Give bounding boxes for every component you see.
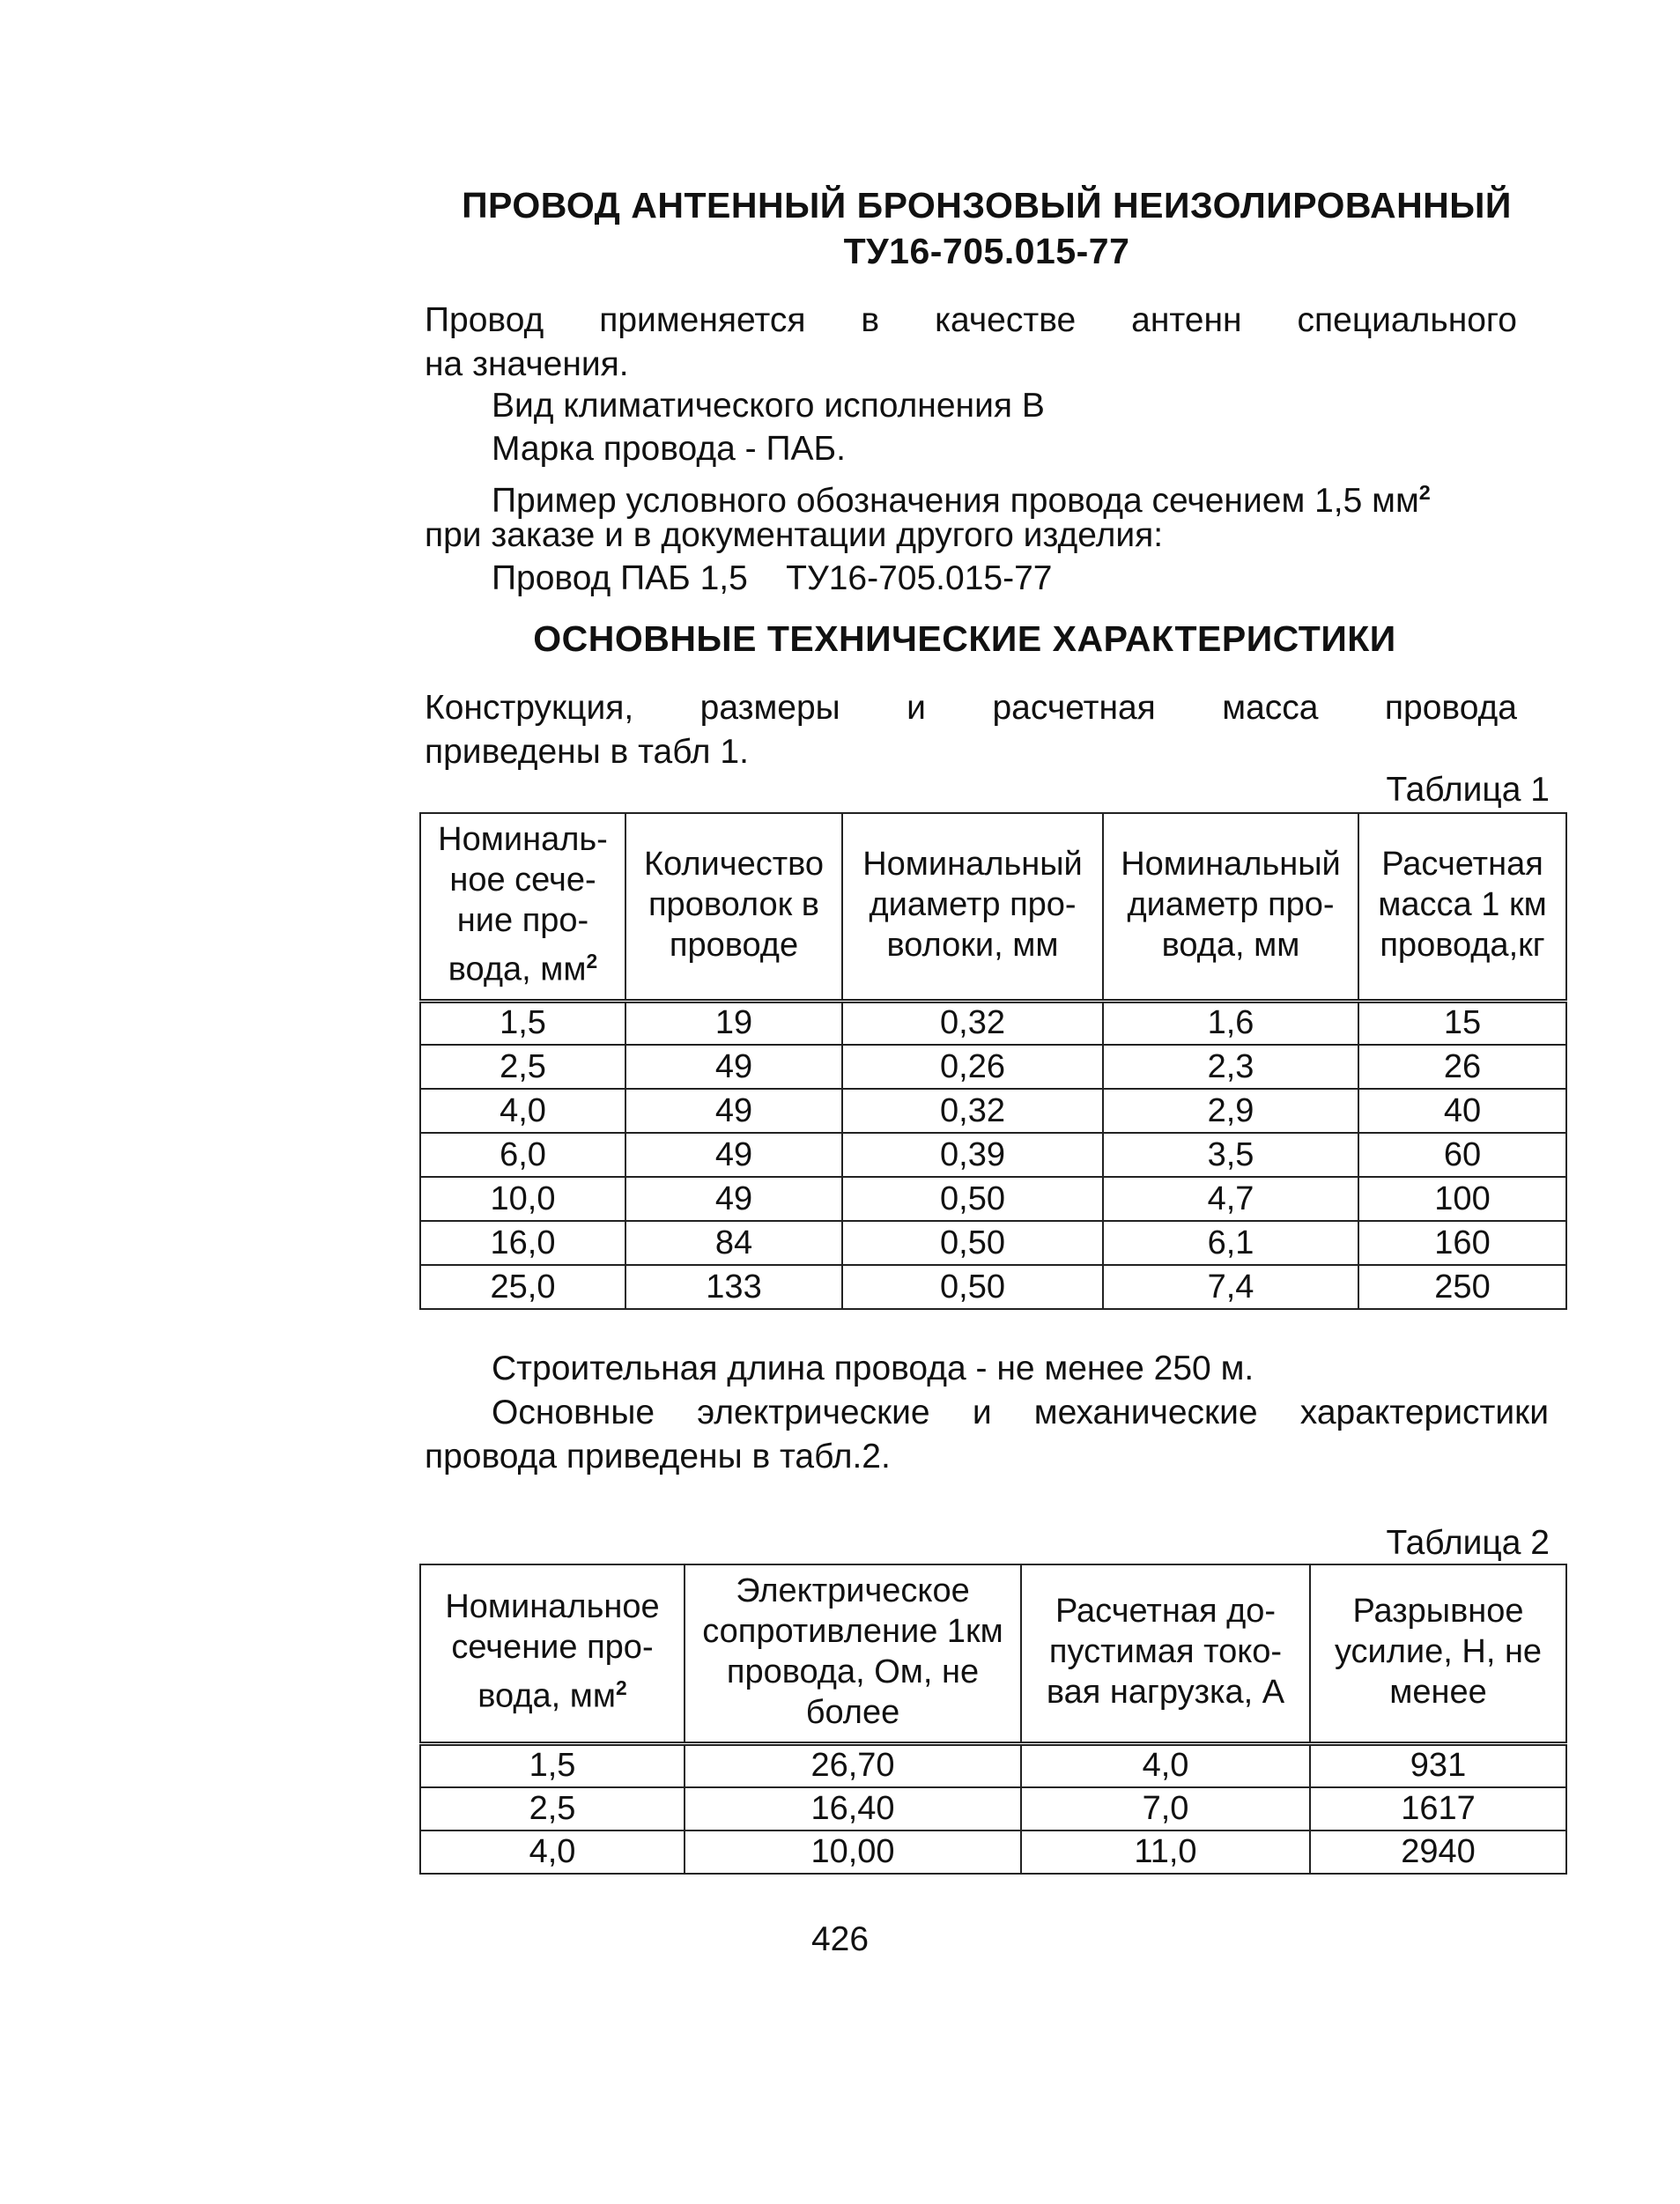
table-1-cell: 4,0 <box>420 1089 625 1133</box>
table-1-row <box>420 1089 1566 1133</box>
table-1-cell: 40 <box>1358 1089 1566 1133</box>
table-1-cell: 0,26 <box>842 1045 1103 1089</box>
table-1-header-strand-diameter: Номинальный диаметр про-волоки, мм <box>842 813 1103 1001</box>
table-1-cell: 0,50 <box>842 1265 1103 1309</box>
table-2-cell: 26,70 <box>685 1744 1021 1787</box>
table-1-cell: 2,9 <box>1103 1089 1358 1133</box>
table-2-cell: 2,5 <box>420 1787 685 1831</box>
table-1-row <box>420 1133 1566 1177</box>
table-2 <box>419 1564 1567 1875</box>
table-1-row <box>420 1177 1566 1221</box>
table-1-header-wire-diameter: Номинальный диаметр про-вода, мм <box>1103 813 1358 1001</box>
after-table-1-paragraph-2-line-2: провода приведены в табл.2. <box>425 1438 891 1475</box>
intro-paragraph-2: Вид климатического исполнения В <box>492 387 1045 425</box>
table-1-cell: 0,50 <box>842 1177 1103 1221</box>
table-2-cell: 10,00 <box>685 1831 1021 1874</box>
after-table-1-paragraph-2-line-1: Основные электрические и механические характеристики <box>492 1394 1549 1431</box>
table-1-cell: 49 <box>625 1089 842 1133</box>
table-1-cell: 3,5 <box>1103 1133 1358 1177</box>
table-1-row <box>420 1221 1566 1265</box>
table-1-cell: 60 <box>1358 1133 1566 1177</box>
table-1-header-mass: Расчетная масса 1 км провода,кг <box>1358 813 1566 1001</box>
table-2-header-breaking-force: Разрывное усилие, Н, не менее <box>1310 1564 1566 1744</box>
table-1-cell: 16,0 <box>420 1221 625 1265</box>
table-1-cell: 25,0 <box>420 1265 625 1309</box>
document-title: ПРОВОД АНТЕННЫЙ БРОНЗОВЫЙ НЕИЗОЛИРОВАННЫЙ <box>462 185 1512 226</box>
table-1-cell: 6,1 <box>1103 1221 1358 1265</box>
table-1-cell: 2,5 <box>420 1045 625 1089</box>
page-number: 426 <box>810 1920 870 1958</box>
table-1-cell: 19 <box>625 1001 842 1045</box>
intro-paragraph-1-line-1: Провод применяется в качестве антенн специального <box>425 301 1517 339</box>
after-table-1-paragraph-1: Строительная длина провода - не менее 250 м. <box>492 1350 1254 1387</box>
table-2-cell: 16,40 <box>685 1787 1021 1831</box>
table-1-cell: 26 <box>1358 1045 1566 1089</box>
table-1-cell: 1,6 <box>1103 1001 1358 1045</box>
intro-paragraph-4-line-2: при заказе и в документации другого изделия: <box>425 516 1164 554</box>
intro-paragraph-5: Провод ПАБ 1,5 ТУ16-705.015-77 <box>492 559 1053 597</box>
table-1-header-wire-count: Количество проволок в проводе <box>625 813 842 1001</box>
table-1-cell: 10,0 <box>420 1177 625 1221</box>
table-1-cell: 0,32 <box>842 1089 1103 1133</box>
intro-paragraph-3: Марка провода - ПАБ. <box>492 430 846 468</box>
table-2-caption: Таблица 2 <box>1386 1524 1550 1562</box>
table-1-cell: 15 <box>1358 1001 1566 1045</box>
table-1-cell: 49 <box>625 1177 842 1221</box>
table-2-cell: 2940 <box>1310 1831 1566 1874</box>
document-standard-code: ТУ16-705.015-77 <box>843 231 1130 271</box>
table-1 <box>419 812 1567 1310</box>
table-1-caption: Таблица 1 <box>1386 771 1550 809</box>
table-2-header-resistance: Электрическое сопротивление 1км провода, Ом, не более <box>685 1564 1021 1744</box>
table-2-header-row <box>420 1564 1566 1744</box>
table-1-cell: 1,5 <box>420 1001 625 1045</box>
table-1-cell: 160 <box>1358 1221 1566 1265</box>
table-1-cell: 49 <box>625 1133 842 1177</box>
table-1-cell: 84 <box>625 1221 842 1265</box>
table-2-row <box>420 1787 1566 1831</box>
section-text-line-1: Конструкция, размеры и расчетная масса провода <box>425 689 1517 727</box>
section-text-line-2: приведены в табл 1. <box>425 733 749 771</box>
table-1-cell: 2,3 <box>1103 1045 1358 1089</box>
table-1-cell: 250 <box>1358 1265 1566 1309</box>
intro-paragraph-1-line-2: на значения. <box>425 345 629 383</box>
table-2-header-cross-section: Номинальное сечение про-вода, $мм^2$ <box>420 1564 685 1744</box>
table-1-cell: 0,32 <box>842 1001 1103 1045</box>
table-1-row <box>420 1045 1566 1089</box>
table-2-cell: 11,0 <box>1021 1831 1310 1874</box>
section-heading: ОСНОВНЫЕ ТЕХНИЧЕСКИЕ ХАРАКТЕРИСТИКИ <box>533 618 1396 659</box>
table-1-row <box>420 1001 1566 1045</box>
table-1-cell: 7,4 <box>1103 1265 1358 1309</box>
table-2-row <box>420 1744 1566 1787</box>
table-1-cell: 49 <box>625 1045 842 1089</box>
table-2-cell: 4,0 <box>420 1831 685 1874</box>
table-2-cell: 931 <box>1310 1744 1566 1787</box>
table-2-cell: 1617 <box>1310 1787 1566 1831</box>
table-2-cell: 1,5 <box>420 1744 685 1787</box>
table-2-row <box>420 1831 1566 1874</box>
table-2-header-current-load: Расчетная до-пустимая токо-вая нагрузка, А <box>1021 1564 1310 1744</box>
table-1-cell: 4,7 <box>1103 1177 1358 1221</box>
table-1-cell: 0,39 <box>842 1133 1103 1177</box>
table-1-row <box>420 1265 1566 1309</box>
table-1-cell: 100 <box>1358 1177 1566 1221</box>
table-1-header-row <box>420 813 1566 1001</box>
table-2-cell: 4,0 <box>1021 1744 1310 1787</box>
table-2-cell: 7,0 <box>1021 1787 1310 1831</box>
table-1-header-cross-section: Номиналь-ное сече-ние про-вода, $мм^2$ <box>420 813 625 1001</box>
table-1-cell: 6,0 <box>420 1133 625 1177</box>
intro-paragraph-4-line-1: Пример условного обозначения провода сечением 1,5 $мм^2$ <box>492 481 1431 520</box>
table-1-cell: 133 <box>625 1265 842 1309</box>
table-1-cell: 0,50 <box>842 1221 1103 1265</box>
